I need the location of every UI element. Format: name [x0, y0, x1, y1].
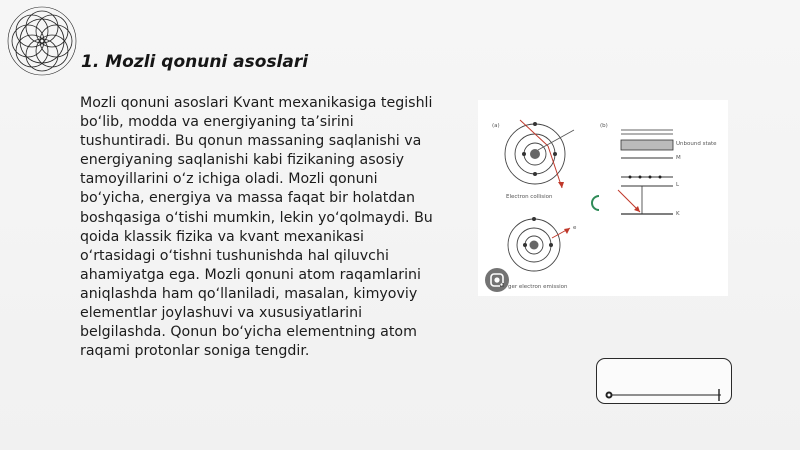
level-label-l: L	[676, 182, 680, 188]
emitted-electron-label: e	[573, 225, 577, 231]
image-search-button[interactable]	[485, 268, 509, 292]
caption-electron-collision: Electron collision	[506, 194, 553, 200]
rosette-logo-icon	[4, 3, 80, 79]
level-label-m: M	[676, 155, 681, 161]
atomic-diagram-image	[478, 100, 728, 296]
slide-title: 1. Mozli qonuni asoslari	[81, 52, 309, 72]
slide-paragraph: Mozli qonuni asoslari Kvant mexanikasiga tegishli bo‘lib, modda va energiyaning ta’sirini tushuntiradi. Bu qonun massaning saqlanishi va energiyaning saqlanishi kabi fizikaning asosiy tamoyillarini o‘z ichiga oladi. Mozli qonuni bo‘yicha, energiya va massa faqat bir holatdan boshqasiga o‘tishi mumkin, lekin yo‘qolmaydi. Bu qoida klassik fizika va kvant mexanikasi o‘rtasidagi o‘tishni tushunishda hal qiluvchi ahamiyatga ega. Mozli qonuni atom raqamlarini aniqlashda ham qo‘llaniladi, masalan, kimyoviy elementlar joylashuvi va xususiyatlarini belgilashda. Qonun bo‘yicha elementning atom raqami protonlar soniga tengdir.	[80, 95, 433, 360]
level-label-k: K	[676, 211, 680, 217]
lens-icon	[485, 268, 509, 292]
continuum-label: Unbound state	[676, 141, 717, 147]
panel-a-label: (a)	[492, 123, 500, 129]
panel-b-label: (b)	[600, 123, 608, 129]
caption-electron-emission: ger electron emission	[508, 284, 568, 290]
media-progress-widget[interactable]	[596, 358, 732, 404]
